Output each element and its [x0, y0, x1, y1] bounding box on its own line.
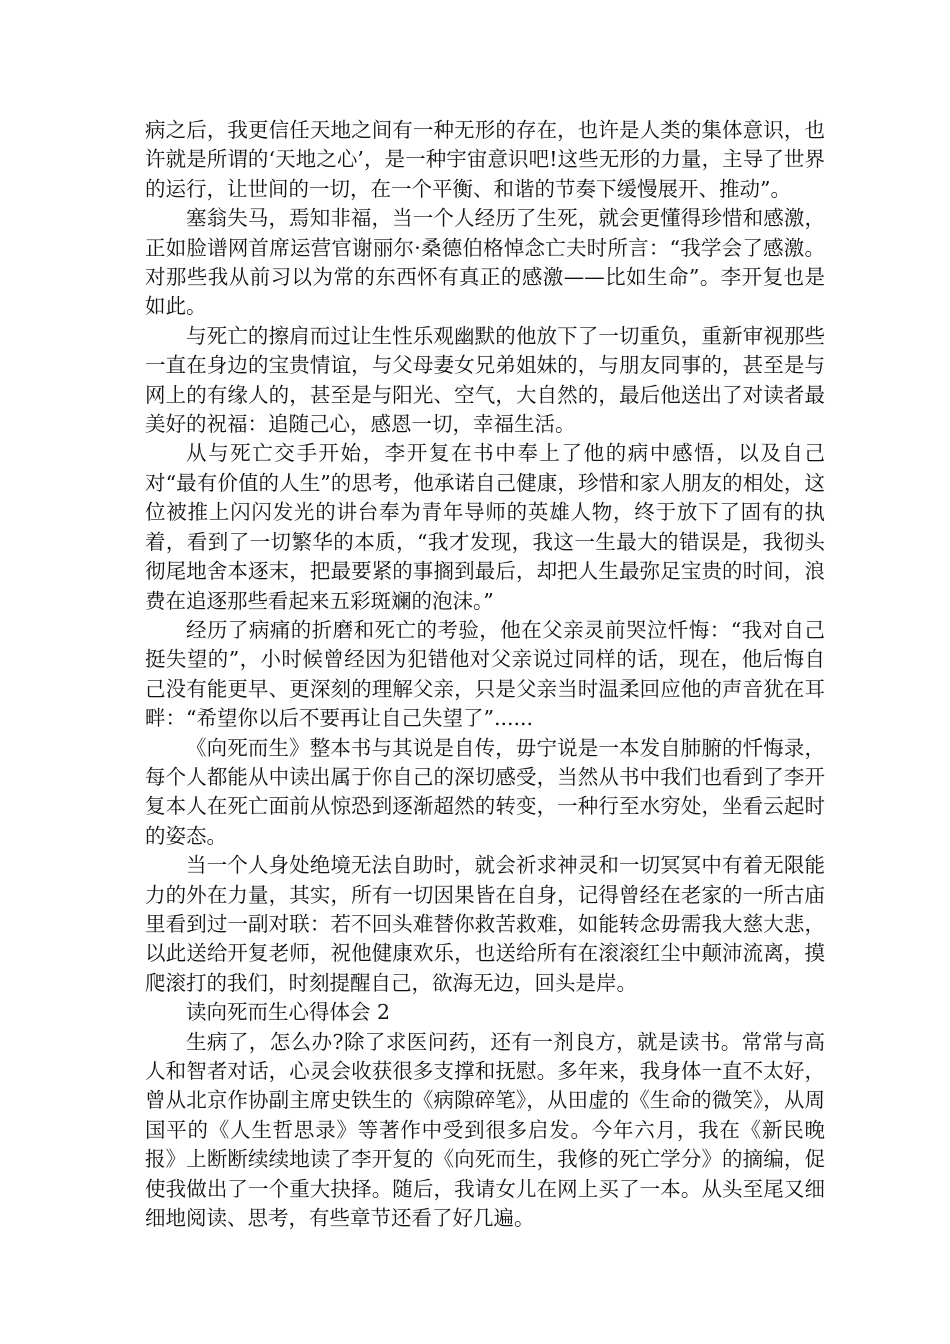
paragraph-5: 经历了病痛的折磨和死亡的考验，他在父亲灵前哭泣忏悔：“我对自己挺失望的”，小时候曾经因为犯错他对父亲说过同样的话，现在，他后悔自己没有能更早、更深刻的理解父亲，只是父亲当时温柔回应他的声音犹在耳畔：“希望你以后不要再让自己失望了”...... [145, 617, 825, 731]
paragraph-8: 生病了，怎么办?除了求医问药，还有一剂良方，就是读书。常常与高人和智者对话，心灵会收获很多支撑和抚慰。多年来，我身体一直不太好，曾从北京作协副主席史铁生的《病隙碎笔》，从田虚的《生命的微笑》，从周国平的《人生哲思录》等著作中受到很多启发。今年六月，我在《新民晚报》上断断续续地读了李开复的《向死而生，我修的死亡学分》的摘编，促使我做出了一个重大抉择。随后，我请女儿在网上买了一本。从头至尾又细细地阅读、思考，有些章节还看了好几遍。 [145, 1029, 825, 1231]
paragraph-2: 塞翁失马，焉知非福，当一个人经历了生死，就会更懂得珍惜和感激，正如脸谱网首席运营官谢丽尔·桑德伯格悼念亡夫时所言：“我学会了感激。对那些我从前习以为常的东西怀有真正的感激——比如生命”。李开复也是如此。 [145, 206, 825, 319]
paragraph-6: 《向死而生》整本书与其说是自传，毋宁说是一本发自肺腑的忏悔录，每个人都能从中读出属于你自己的深切感受，当然从书中我们也看到了李开复本人在死亡面前从惊恐到逐渐超然的转变，一种行至水穷处，坐看云起时的姿态。 [145, 735, 825, 848]
paragraph-3: 与死亡的擦肩而过让生性乐观幽默的他放下了一切重负，重新审视那些一直在身边的宝贵情谊，与父母妻女兄弟姐妹的，与朋友同事的，甚至是与网上的有缘人的，甚至是与阳光、空气，大自然的，最后他送出了对读者最美好的祝福：追随己心，感恩一切，幸福生活。 [145, 323, 825, 437]
document-body [145, 116, 825, 1233]
paragraph-4: 从与死亡交手开始，李开复在书中奉上了他的病中感悟，以及自己对“最有价值的人生”的思考，他承诺自己健康，珍惜和家人朋友的相处，这位被推上闪闪发光的讲台奉为青年导师的英雄人物，终于放下了固有的执着，看到了一切繁华的本质，“我才发现，我这一生最大的错误是，我彻头彻尾地舍本逐末，把最要紧的事搁到最后，却把人生最弥足宝贵的时间，浪费在追逐那些看起来五彩斑斓的泡沫。” [145, 441, 825, 613]
paragraph-7: 当一个人身处绝境无法自助时，就会祈求神灵和一切冥冥中有着无限能力的外在力量，其实，所有一切因果皆在自身，记得曾经在老家的一所古庙里看到过一副对联：若不回头难替你救苦救难，如能转念毋需我大慈大悲，以此送给开复老师，祝他健康欢乐，也送给所有在滚滚红尘中颠沛流离，摸爬滚打的我们，时刻提醒自己，欲海无边，回头是岸。 [145, 853, 825, 995]
section-heading: 读向死而生心得体会 2 [186, 1000, 391, 1025]
paragraph-1: 病之后，我更信任天地之间有一种无形的存在，也许是人类的集体意识，也许就是所谓的‘天地之心’，是一种宇宙意识吧!这些无形的力量，主导了世界的运行，让世间的一切，在一个平衡、和谐的节奏下缓慢展开、推动”。 [145, 118, 825, 201]
